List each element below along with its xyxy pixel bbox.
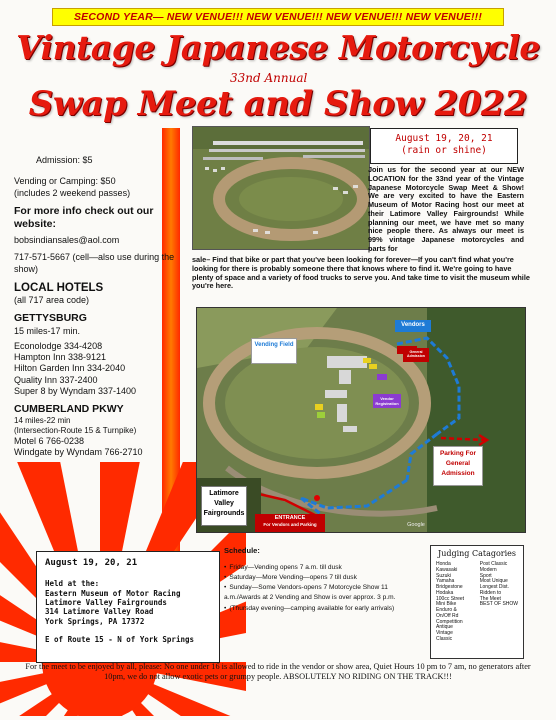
judging-category: The Meet bbox=[479, 595, 501, 602]
top-banner: SECOND YEAR— NEW VENUE!!! NEW VENUE!!! NEW VENUE!!! NEW VENUE!!! bbox=[52, 8, 504, 26]
judging-category: Classic bbox=[436, 635, 453, 642]
hotels-note: (all 717 area code) bbox=[14, 295, 90, 306]
contact-phone: 717-571-5667 (cell—also use during the show) bbox=[14, 252, 175, 274]
judging-category: Sport bbox=[479, 572, 492, 579]
schedule-section bbox=[224, 545, 420, 614]
admission-price: Admission: $5 bbox=[36, 155, 93, 165]
judging-category: Antique bbox=[436, 624, 453, 631]
intro-text-bottom: sale– Find that bike or part that you've been looking for forever—If you can't find what you're looking for there is probably someone there that knows where to find it. We're going to have plenty of space and a variety of food trucks to serve you. And take time to visit the museum while you're here. bbox=[192, 255, 530, 291]
judging-category: BEST OF SHOW bbox=[479, 601, 518, 608]
info-dates: August 19, 20, 21 bbox=[45, 558, 138, 568]
judging-category: 100cc Street bbox=[436, 595, 465, 602]
event-info-box bbox=[36, 551, 220, 663]
left-info-column bbox=[14, 155, 194, 463]
cumberland-note: (Intersection-Route 15 & Turnpike) bbox=[14, 426, 137, 436]
cumberland-hotel: Motel 6 766-0238 bbox=[14, 436, 85, 447]
vending-field-label: Vending Field bbox=[251, 338, 297, 364]
route-directions: E of Route 15 - N of York Springs bbox=[45, 635, 195, 645]
title-line-1: Vintage Japanese Motorcycle bbox=[16, 28, 540, 67]
judging-category: Yamaha bbox=[436, 578, 455, 585]
judging-category: Kawasaki bbox=[436, 566, 458, 573]
gettysburg-hotel: Econolodge 334-4208 bbox=[14, 340, 103, 351]
judging-category: Competition bbox=[436, 618, 463, 625]
fairgrounds-map bbox=[196, 307, 526, 533]
contact-email[interactable]: bobsindiansales@aol.com bbox=[14, 235, 120, 245]
judging-title: Judging Catagories bbox=[437, 549, 516, 558]
vending-price: Vending or Camping: $50 bbox=[14, 176, 116, 187]
cumberland-hotel: Windgate by Wyndam 766-2710 bbox=[14, 447, 143, 458]
schedule-item-thursday: • (Thursday evening—camping available for early arrivals) bbox=[224, 604, 420, 614]
vending-note: (includes 2 weekend passes) bbox=[14, 187, 131, 198]
venue-name: Eastern Museum of Motor Racing bbox=[45, 588, 181, 598]
judging-column-2 bbox=[480, 562, 518, 643]
aerial-photo-swap-meet bbox=[192, 126, 370, 250]
judging-columns bbox=[436, 562, 518, 643]
gettysburg-hotel: Hampton Inn 338-9121 bbox=[14, 352, 107, 362]
vendors-label: Vendors bbox=[395, 320, 431, 332]
cumberland-heading: CUMBERLAND PKWY bbox=[14, 403, 124, 415]
judging-category: Longest Dist. bbox=[479, 584, 509, 591]
vendor-registration-label: Vendor Registration bbox=[373, 394, 401, 408]
gettysburg-hotel: Hilton Garden Inn 334-2040 bbox=[14, 363, 126, 374]
judging-category: Enduro & bbox=[436, 607, 457, 614]
entrance-title: ENTRANCE bbox=[274, 515, 306, 521]
judging-column-1 bbox=[436, 562, 464, 643]
gettysburg-distance: 15 miles-17 min. bbox=[14, 325, 81, 336]
cumberland-distance: 14 miles-22 min bbox=[14, 416, 71, 426]
gettysburg-heading: GETTYSBURG bbox=[14, 312, 87, 325]
fairgrounds-label: Latimore Valley Fairgrounds bbox=[201, 486, 247, 526]
gettysburg-hotel: Super 8 by Wyndam 337-1400 bbox=[14, 385, 136, 396]
street-address: 314 Latimore Valley Road bbox=[45, 607, 154, 617]
judging-category: Hodaka bbox=[436, 589, 454, 596]
fairgrounds-name: Latimore Valley Fairgrounds bbox=[45, 598, 167, 607]
title-line-2: Swap Meet and Show 2022 bbox=[28, 84, 528, 124]
judging-category: On/Off Rd bbox=[436, 612, 459, 619]
judging-category: Vintage bbox=[436, 630, 453, 637]
google-watermark: Google bbox=[407, 522, 425, 528]
schedule-item-saturday: • Saturday—More Vending—opens 7 till dusk bbox=[224, 573, 420, 583]
date-box bbox=[370, 128, 518, 164]
footer-rules: For the meet to be enjoyed by all, please: No one under 16 is allowed to ride in the vendor or show area, Quiet Hours 10 pm to 7 am, no generators after 10pm, we do not allow exotic pets or grumpy people. ABSOLUTELY NO RIDING ON THE TRACK!!! bbox=[25, 662, 531, 682]
held-at: Held at the: bbox=[45, 579, 100, 589]
entrance-subtitle: For Vendors and Parking bbox=[263, 522, 317, 528]
schedule-item-sunday: • Sunday—Some Vendors-opens 7 Motorcycle Show 11 a.m./Awards at 2 Vending and Show is over approx. 3 p.m. bbox=[224, 583, 420, 603]
judging-category: Honda bbox=[436, 561, 451, 568]
general-admission-label: General Admission bbox=[403, 348, 429, 362]
judging-category: Bridgestone bbox=[436, 584, 463, 591]
hotels-heading: LOCAL HOTELS bbox=[14, 281, 104, 294]
event-dates: August 19, 20, 21 bbox=[395, 133, 493, 144]
info-heading: For more info check out our website: bbox=[14, 204, 154, 230]
rain-or-shine: (rain or shine) bbox=[401, 145, 487, 157]
parking-label: Parking For General Admission bbox=[433, 446, 483, 486]
judging-category: Suzuki bbox=[436, 572, 452, 579]
judging-category: Modern bbox=[479, 566, 497, 573]
gettysburg-hotel: Quality Inn 337-2400 bbox=[14, 374, 98, 385]
judging-category: Ridden to bbox=[479, 589, 502, 596]
judging-categories-box bbox=[430, 545, 524, 659]
schedule-heading: Schedule: bbox=[224, 546, 260, 555]
judging-category: Most Unique bbox=[479, 578, 508, 585]
schedule-item-friday: • Friday—Vending opens 7 a.m. till dusk bbox=[224, 563, 420, 573]
intro-text-top: Join us for the second year at our NEW LOCATION for the 33nd year of the Vintage Japanese Motorcycle Swap Meet & Show! We are very excited to have the Eastern Museum of Motor Racing host our meet at their Latimore Valley Fairgrounds! While planning our meet, we have met so many nice people there. As always our meet is 99% vintage Japanese motorcycles and parts for bbox=[368, 165, 524, 253]
annual-label: 33nd Annual bbox=[230, 71, 308, 85]
schedule-list bbox=[224, 563, 420, 614]
entrance-label bbox=[255, 514, 325, 532]
city-state-zip: York Springs, PA 17372 bbox=[45, 616, 145, 626]
judging-category: Mini Bike bbox=[436, 601, 457, 608]
judging-category: Post Classic bbox=[479, 561, 508, 568]
